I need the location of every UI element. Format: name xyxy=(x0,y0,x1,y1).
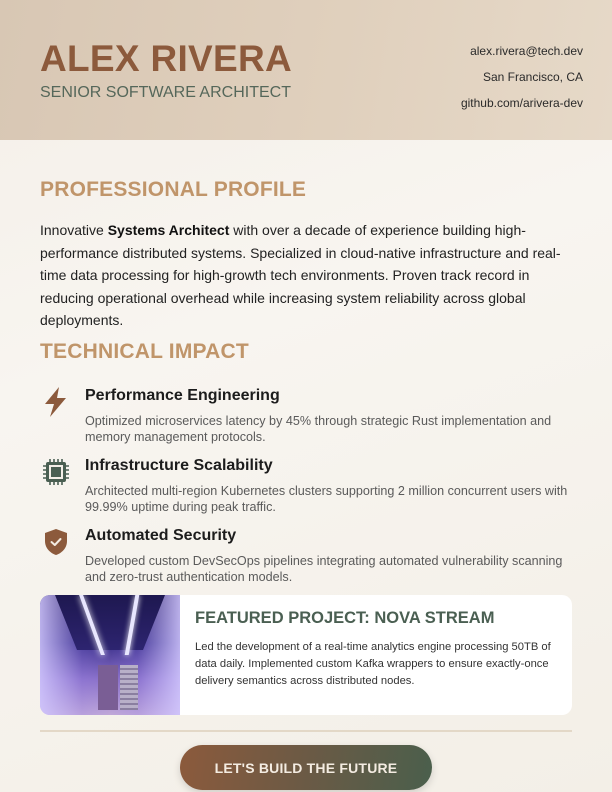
contact-github[interactable]: github.com/arivera-dev xyxy=(460,96,583,110)
shield-check-icon xyxy=(42,527,70,557)
divider xyxy=(40,730,572,732)
contact-location: San Francisco, CA xyxy=(482,70,583,84)
project-title: FEATURED PROJECT: NOVA STREAM xyxy=(195,609,495,627)
profile-summary xyxy=(40,219,570,332)
candidate-title: SENIOR SOFTWARE ARCHITECT xyxy=(40,84,291,101)
impact-heading: TECHNICAL IMPACT xyxy=(40,340,249,363)
resume-header xyxy=(0,0,612,140)
impact-title: Automated Security xyxy=(85,527,237,544)
impact-title: Performance Engineering xyxy=(85,387,280,404)
cta-button[interactable]: LET'S BUILD THE FUTURE xyxy=(180,745,432,790)
featured-project-card xyxy=(40,595,572,715)
project-description: Led the development of a real-time analytics engine processing 50TB of data daily. Implemented custom Kafka wrappers to ensure exactly-once delivery semantics across distributed nodes. xyxy=(195,641,551,687)
impact-description: Developed custom DevSecOps pipelines integrating automated vulnerability scanning and zero-trust authentication models. xyxy=(85,554,563,584)
impact-description: Architected multi-region Kubernetes clusters supporting 2 million concurrent users with 99.99% uptime during peak traffic. xyxy=(85,484,568,514)
profile-intro: Innovative xyxy=(40,222,108,238)
lightning-bolt-icon xyxy=(42,387,70,417)
profile-highlight: Systems Architect xyxy=(107,222,230,238)
profile-heading: PROFESSIONAL PROFILE xyxy=(40,178,307,201)
contact-email[interactable]: alex.rivera@tech.dev xyxy=(470,44,583,58)
impact-title: Infrastructure Scalability xyxy=(85,457,273,474)
cpu-chip-icon xyxy=(42,457,70,487)
project-image xyxy=(40,595,180,715)
impact-description: Optimized microservices latency by 45% through strategic Rust implementation and memory management protocols. xyxy=(85,414,552,444)
candidate-name: ALEX RIVERA xyxy=(40,38,293,79)
profile-body: with over a decade of experience building high-performance distributed systems. Specialized in cloud-native infrastructure and real-time data processing for high-growth tech environments. Proven track record in reducing operational overhead while increasing system reliability across global deployments. xyxy=(40,222,561,329)
contact-block xyxy=(461,44,583,122)
